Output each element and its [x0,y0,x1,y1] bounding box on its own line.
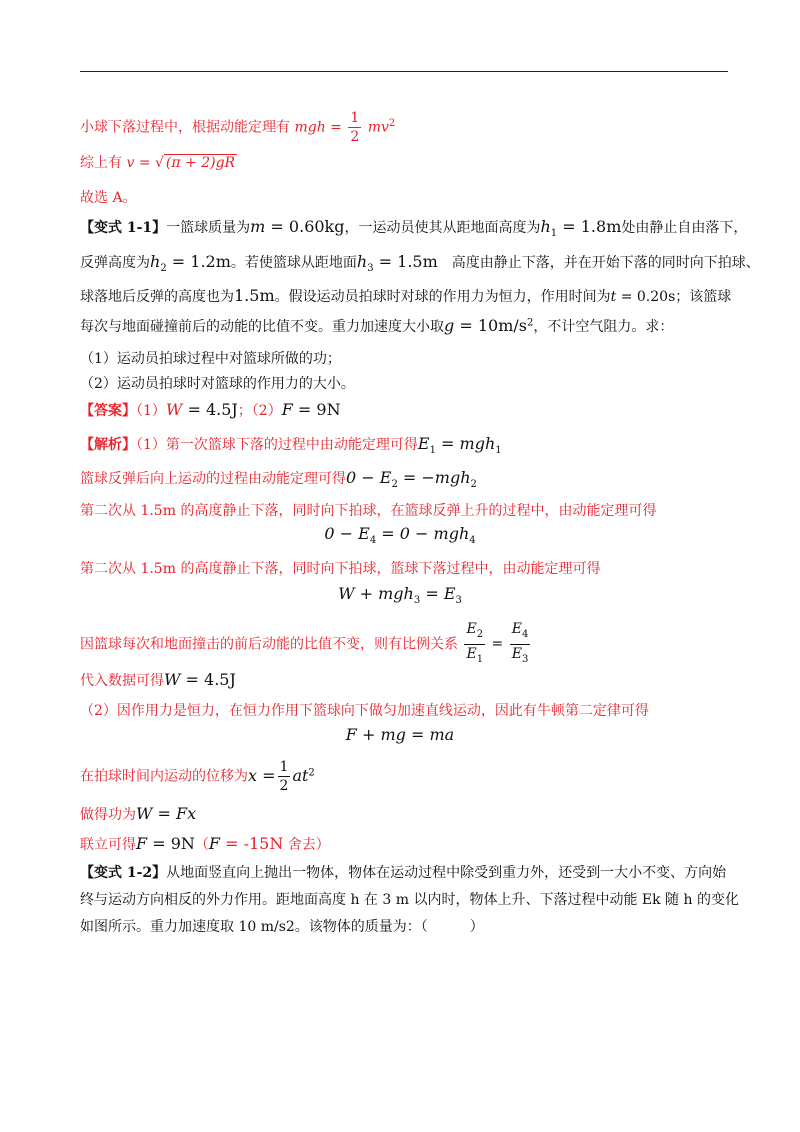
line-conclusion-v: 综上有 v = √ (π + 2)gR [80,155,236,171]
question-1-1-line4: 每次与地面碰撞前后的动能的比值不变。重力加速度大小取$g = 10m/s^2$，不计空气阻力。求： [80,316,674,335]
question-1-2-line3: 如图所示。重力加速度取 10 m/s2。该物体的质量为：（ ） [80,919,484,935]
line-kinetic-theorem: 小球下落过程中，根据动能定理有 mgh = $\frac{1}{2}$ $mv^2$ [80,110,396,145]
analysis-line-11: 联立可得F = 9N（F = -15N 舍去） [80,834,330,853]
line-choose-a: 故选 A。 [80,190,137,206]
analysis-line-2: 篮球反弹后向上运动的过程由动能定理可得$0 - E_2 = -mgh_2$ [80,468,477,490]
analysis-line-1: 【解析】（1）第一次篮球下落的过程中由动能定理可得$E_1 = mgh_1$ [80,434,502,456]
answer-line: 【答案】（1）W = 4.5J；（2）F = 9N [80,400,341,419]
question-1-2-line2: 终与运动方向相反的外力作用。距地面高度 h 在 3 m 以内时，物体上升、下落过程中动能 Ek 随 h 的变化 [80,892,739,908]
header-rule [80,71,728,72]
analysis-line-5: 因篮球每次和地面撞击的前后动能的比值不变，则有比例关系 $\frac{E_2}{E_1}$ = $\frac{E_4}{E_3}$ [80,621,529,665]
question-1-1-line1: 【变式 1-1】一篮球质量为m = 0.60kg，一运动员使其从距地面高度为$h_1 = 1.8m$处由静止自由落下， [80,217,748,239]
question-1-1-line3: 球落地后反弹的高度也为1.5m。假设运动员拍球时对球的作用力为恒力，作用时间为t = 0.20s；该篮球 [80,286,732,305]
analysis-line-3: 第二次从 1.5m 的高度静止下落，同时向下拍球，在篮球反弹上升的过程中，由动能定理可得 [80,503,657,519]
question-part-1: （1）运动员拍球过程中对篮球所做的功； [80,351,341,367]
analysis-line-4: 第二次从 1.5m 的高度静止下落，同时向下拍球，篮球下落过程中，由动能定理可得 [80,561,601,577]
question-1-2-line1: 【变式 1-2】从地面竖直向上抛出一物体，物体在运动过程中除受到重力外，还受到一大小不变、方向始 [80,865,727,881]
analysis-line-7: （2）因作用力是恒力，在恒力作用下篮球向下做匀加速直线运动，因此有牛顿第二定律可得 [80,703,649,719]
equation-8: F + mg = ma [345,725,455,744]
equation-4: $0 - E_4 = 0 - mgh_4$ [324,524,476,546]
question-part-2: （2）运动员拍球时对篮球的作用力的大小。 [80,376,355,392]
analysis-line-9: 在拍球时间内运动的位移为x = $\frac{1}{2}$ $at^2$ [80,759,315,794]
analysis-line-10: 做得功为W = Fx [80,804,197,823]
analysis-line-6: 代入数据可得W = 4.5J [80,670,236,689]
question-1-1-line2: 反弹高度为$h_2 = 1.2m$。若使篮球从距地面$h_3 = 1.5m$ 高度由静止下落，并在开始下落的同时向下拍球、 [80,252,760,274]
equation-5: $W + mgh_3 = E_3$ [338,584,462,606]
